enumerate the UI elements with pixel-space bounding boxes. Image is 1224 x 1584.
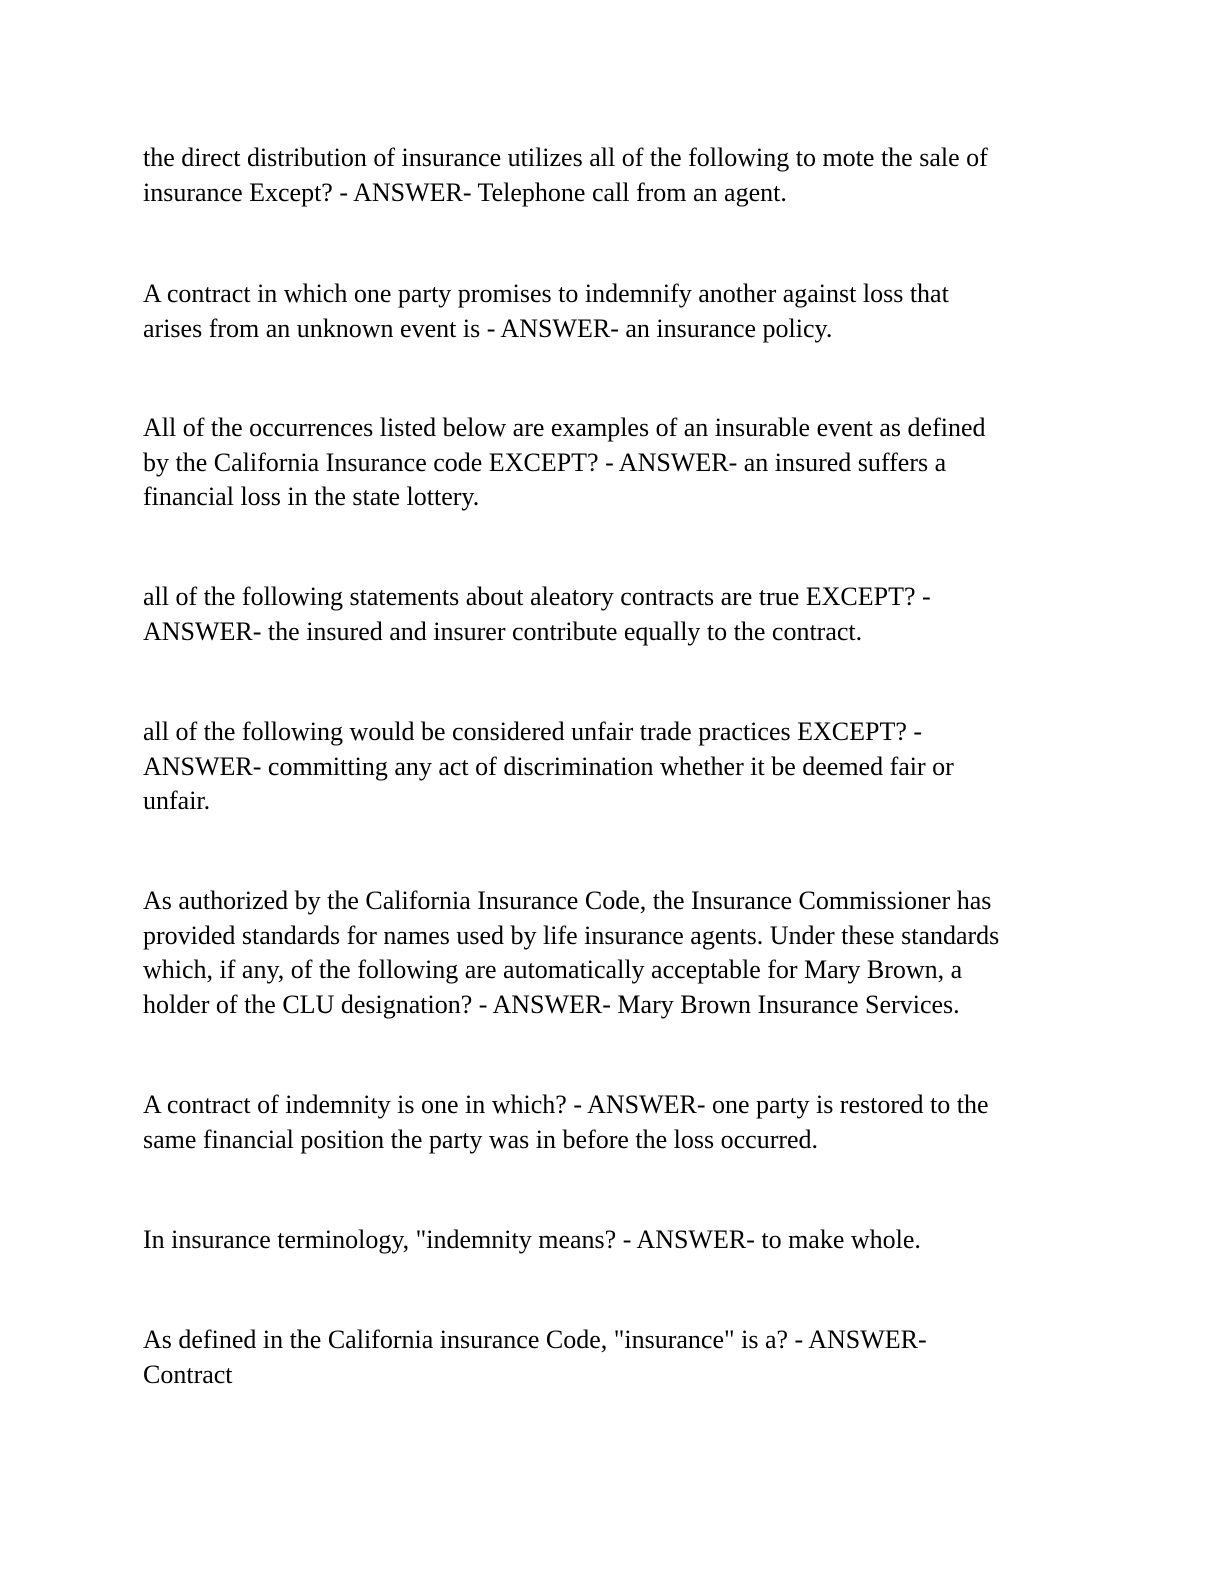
text-line: which, if any, of the following are automatically acceptable for Mary Brown, a	[143, 955, 963, 984]
text-line: by the California Insurance code EXCEPT? - ANSWER- an insured suffers a	[143, 447, 947, 477]
text-line: financial loss in the state lottery.	[143, 482, 480, 511]
qa-entry-5	[143, 715, 1073, 819]
qa-entry-1	[143, 141, 1073, 210]
text-line: All of the occurrences listed below are examples of an insurable event as defined	[143, 413, 986, 442]
text-line: holder of the CLU designation? - ANSWER- Mary Brown Insurance Services.	[143, 989, 960, 1019]
text-line: In insurance terminology, "indemnity means? - ANSWER- to make whole.	[143, 1225, 921, 1254]
text-line: arises from an unknown event is - ANSWER- an insurance policy.	[143, 313, 833, 343]
qa-entry-2	[143, 277, 1073, 346]
text-line: same financial position the party was in before the loss occurred.	[143, 1124, 819, 1154]
qa-entry-3	[143, 411, 1073, 515]
text-line: the direct distribution of insurance utilizes all of the following to mote the sale of	[143, 143, 988, 172]
text-line: A contract of indemnity is one in which? - ANSWER- one party is restored to the	[143, 1090, 989, 1119]
text-line: ANSWER- committing any act of discrimination whether it be deemed fair or	[143, 751, 954, 781]
text-line: ANSWER- the insured and insurer contribute equally to the contract.	[143, 616, 863, 646]
text-line: insurance Except? - ANSWER- Telephone call from an agent.	[143, 177, 787, 207]
text-line: all of the following would be considered unfair trade practices EXCEPT? -	[143, 717, 923, 746]
text-line: A contract in which one party promises to indemnify another against loss that	[143, 279, 949, 308]
text-line: all of the following statements about aleatory contracts are true EXCEPT? -	[143, 582, 931, 611]
qa-entry-4	[143, 580, 1073, 649]
qa-entry-8	[143, 1223, 1073, 1258]
text-line: As authorized by the California Insurance Code, the Insurance Commissioner has	[143, 886, 992, 915]
qa-entry-9	[143, 1323, 1073, 1392]
text-line: unfair.	[143, 786, 211, 815]
qa-entry-6	[143, 884, 1073, 1022]
qa-entry-7	[143, 1088, 1073, 1157]
text-line: Contract	[143, 1359, 233, 1389]
text-line: As defined in the California insurance Code, "insurance" is a? - ANSWER-	[143, 1325, 927, 1354]
text-line: provided standards for names used by life insurance agents. Under these standards	[143, 920, 1000, 950]
